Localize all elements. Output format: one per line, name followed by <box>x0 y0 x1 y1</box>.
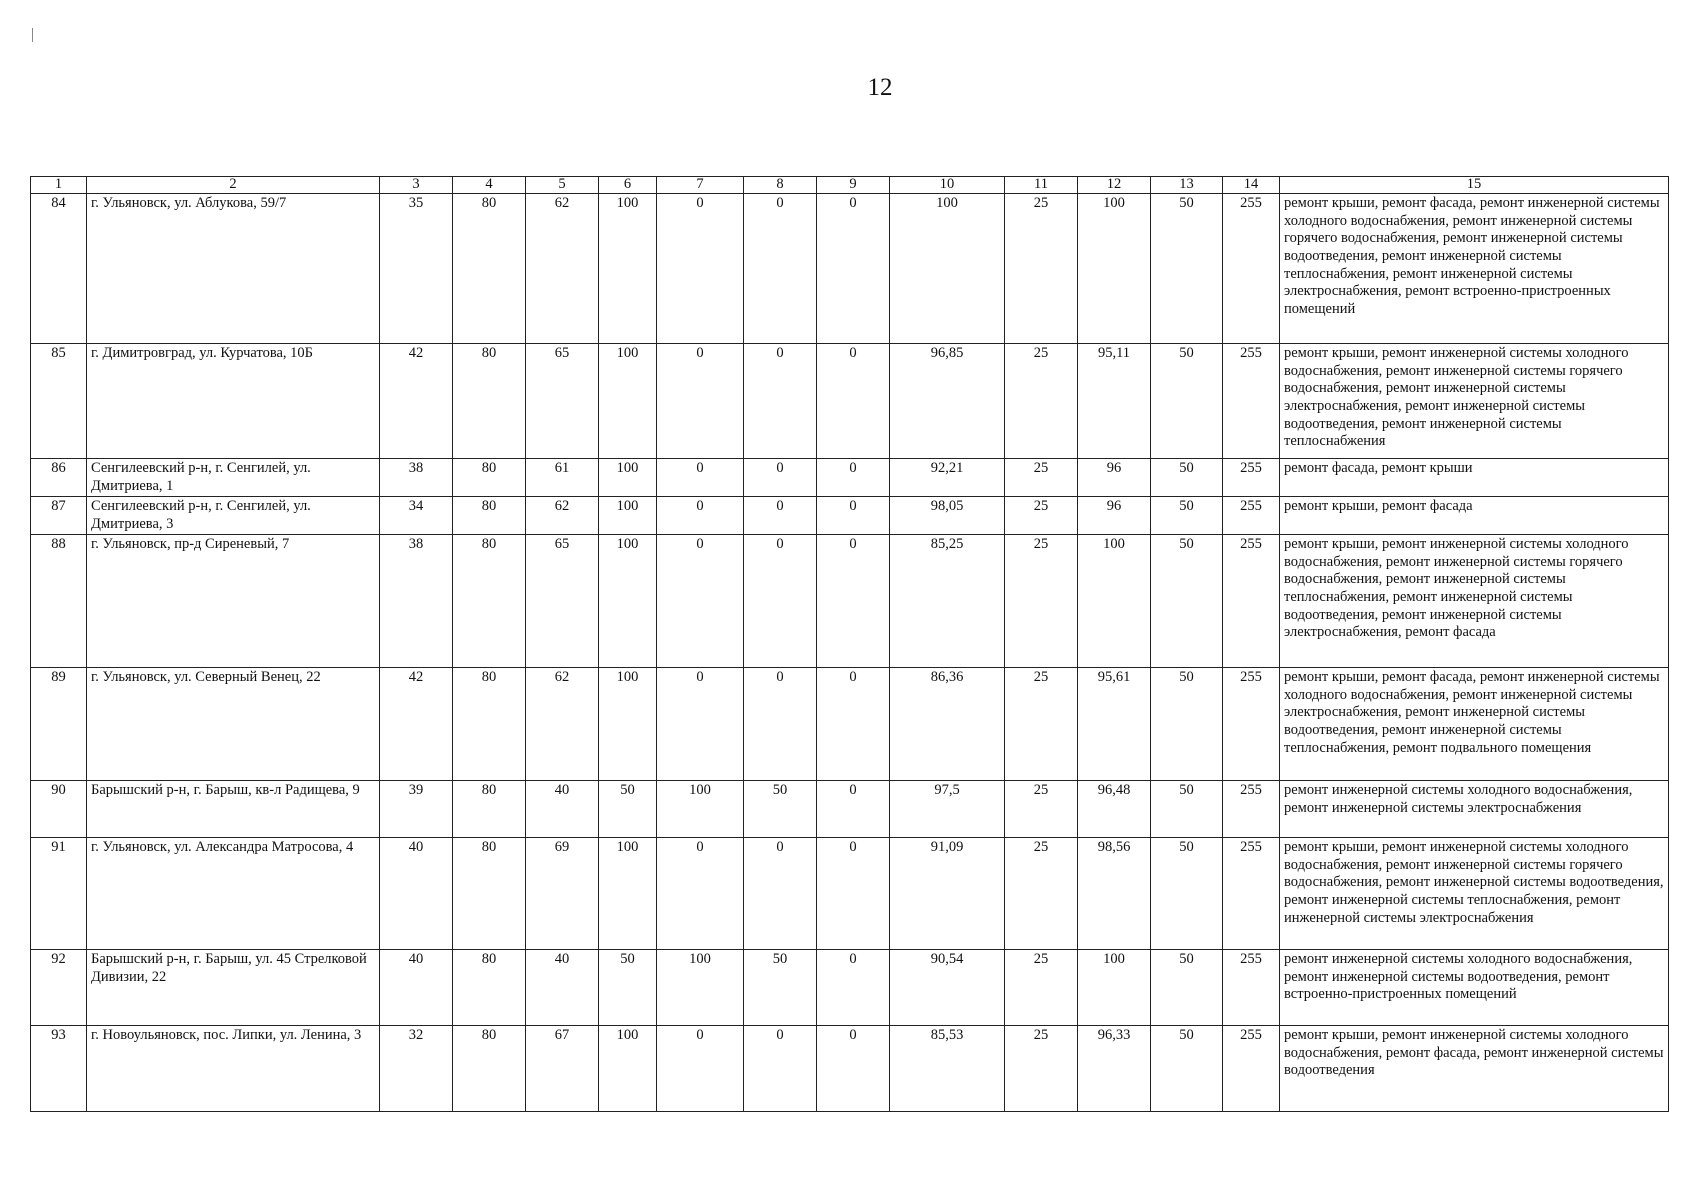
value-cell: 255 <box>1223 193 1280 343</box>
address-cell: г. Ульяновск, ул. Аблукова, 59/7 <box>87 193 380 343</box>
value-cell: 50 <box>1151 458 1223 496</box>
value-cell: 0 <box>817 534 890 667</box>
value-cell: 80 <box>453 458 526 496</box>
address-cell: г. Ульяновск, ул. Александра Матросова, 4 <box>87 837 380 949</box>
value-cell: 50 <box>599 780 657 837</box>
address-cell: Барышский р-н, г. Барыш, кв-л Радищева, 9 <box>87 780 380 837</box>
value-cell: 100 <box>599 458 657 496</box>
value-cell: 32 <box>380 1025 453 1111</box>
value-cell: 98,56 <box>1078 837 1151 949</box>
column-number-cell: 12 <box>1078 177 1151 194</box>
value-cell: 34 <box>380 496 453 534</box>
value-cell: 255 <box>1223 343 1280 458</box>
value-cell: 0 <box>744 193 817 343</box>
value-cell: 0 <box>744 667 817 780</box>
value-cell: 0 <box>744 1025 817 1111</box>
repair-works-cell: ремонт крыши, ремонт фасада, ремонт инженерной системы холодного водоснабжения, ремонт инженерной системы горячего водоснабжения, ремонт инженерной системы водоотведения, ремонт инженерной системы теплоснабжения, ремонт инженерной системы электроснабжения, ремонт встроенно-пристроенных помещений <box>1280 193 1669 343</box>
value-cell: 255 <box>1223 837 1280 949</box>
row-number-cell: 86 <box>31 458 87 496</box>
repair-works-cell: ремонт крыши, ремонт инженерной системы холодного водоснабжения, ремонт инженерной системы горячего водоснабжения, ремонт инженерной системы электроснабжения, ремонт инженерной системы водоотведения, ремонт инженерной системы теплоснабжения <box>1280 343 1669 458</box>
value-cell: 50 <box>1151 667 1223 780</box>
column-number-cell: 15 <box>1280 177 1669 194</box>
column-number-cell: 14 <box>1223 177 1280 194</box>
repair-works-cell: ремонт крыши, ремонт инженерной системы холодного водоснабжения, ремонт инженерной системы горячего водоснабжения, ремонт инженерной системы водоотведения, ремонт инженерной системы теплоснабжения, ремонт инженерной системы электроснабжения <box>1280 837 1669 949</box>
value-cell: 80 <box>453 837 526 949</box>
value-cell: 25 <box>1005 1025 1078 1111</box>
value-cell: 0 <box>744 496 817 534</box>
value-cell: 85,25 <box>890 534 1005 667</box>
value-cell: 80 <box>453 193 526 343</box>
value-cell: 25 <box>1005 343 1078 458</box>
value-cell: 100 <box>657 949 744 1025</box>
value-cell: 42 <box>380 667 453 780</box>
address-cell: г. Ульяновск, ул. Северный Венец, 22 <box>87 667 380 780</box>
value-cell: 25 <box>1005 780 1078 837</box>
table-row <box>31 780 1669 837</box>
value-cell: 95,11 <box>1078 343 1151 458</box>
value-cell: 255 <box>1223 458 1280 496</box>
value-cell: 42 <box>380 343 453 458</box>
value-cell: 80 <box>453 667 526 780</box>
value-cell: 40 <box>380 949 453 1025</box>
value-cell: 80 <box>453 1025 526 1111</box>
repair-works-cell: ремонт крыши, ремонт фасада, ремонт инженерной системы холодного водоснабжения, ремонт инженерной системы электроснабжения, ремонт инженерной системы водоотведения, ремонт инженерной системы теплоснабжения, ремонт подвального помещения <box>1280 667 1669 780</box>
value-cell: 0 <box>817 458 890 496</box>
value-cell: 0 <box>817 837 890 949</box>
value-cell: 80 <box>453 949 526 1025</box>
column-number-cell: 3 <box>380 177 453 194</box>
value-cell: 50 <box>744 949 817 1025</box>
value-cell: 100 <box>599 534 657 667</box>
value-cell: 0 <box>817 496 890 534</box>
value-cell: 50 <box>1151 534 1223 667</box>
row-number-cell: 85 <box>31 343 87 458</box>
value-cell: 100 <box>890 193 1005 343</box>
repair-works-cell: ремонт фасада, ремонт крыши <box>1280 458 1669 496</box>
value-cell: 25 <box>1005 534 1078 667</box>
repair-register-table <box>30 176 1669 1112</box>
value-cell: 38 <box>380 534 453 667</box>
value-cell: 65 <box>526 534 599 667</box>
value-cell: 100 <box>599 1025 657 1111</box>
value-cell: 98,05 <box>890 496 1005 534</box>
value-cell: 100 <box>1078 949 1151 1025</box>
value-cell: 25 <box>1005 458 1078 496</box>
value-cell: 0 <box>657 667 744 780</box>
value-cell: 50 <box>744 780 817 837</box>
repair-works-cell: ремонт инженерной системы холодного водоснабжения, ремонт инженерной системы водоотведения, ремонт встроенно-пристроенных помещений <box>1280 949 1669 1025</box>
value-cell: 35 <box>380 193 453 343</box>
column-number-cell: 4 <box>453 177 526 194</box>
value-cell: 95,61 <box>1078 667 1151 780</box>
value-cell: 0 <box>744 343 817 458</box>
value-cell: 69 <box>526 837 599 949</box>
value-cell: 0 <box>817 667 890 780</box>
value-cell: 0 <box>657 458 744 496</box>
column-number-cell: 7 <box>657 177 744 194</box>
value-cell: 50 <box>1151 193 1223 343</box>
value-cell: 0 <box>744 837 817 949</box>
table-row <box>31 193 1669 343</box>
table-row <box>31 458 1669 496</box>
value-cell: 90,54 <box>890 949 1005 1025</box>
value-cell: 96,85 <box>890 343 1005 458</box>
value-cell: 96,48 <box>1078 780 1151 837</box>
table-row <box>31 496 1669 534</box>
value-cell: 50 <box>1151 1025 1223 1111</box>
value-cell: 0 <box>657 534 744 667</box>
value-cell: 80 <box>453 780 526 837</box>
table-row <box>31 949 1669 1025</box>
row-number-cell: 92 <box>31 949 87 1025</box>
value-cell: 0 <box>657 193 744 343</box>
value-cell: 255 <box>1223 534 1280 667</box>
repair-works-cell: ремонт крыши, ремонт фасада <box>1280 496 1669 534</box>
value-cell: 38 <box>380 458 453 496</box>
value-cell: 40 <box>526 949 599 1025</box>
value-cell: 96,33 <box>1078 1025 1151 1111</box>
table-row <box>31 1025 1669 1111</box>
address-cell: Барышский р-н, г. Барыш, ул. 45 Стрелковой Дивизии, 22 <box>87 949 380 1025</box>
table-row <box>31 343 1669 458</box>
value-cell: 40 <box>380 837 453 949</box>
value-cell: 50 <box>1151 496 1223 534</box>
value-cell: 50 <box>1151 780 1223 837</box>
value-cell: 25 <box>1005 193 1078 343</box>
value-cell: 0 <box>817 1025 890 1111</box>
value-cell: 0 <box>817 780 890 837</box>
value-cell: 255 <box>1223 667 1280 780</box>
value-cell: 100 <box>1078 534 1151 667</box>
column-number-cell: 1 <box>31 177 87 194</box>
value-cell: 86,36 <box>890 667 1005 780</box>
row-number-cell: 84 <box>31 193 87 343</box>
row-number-cell: 91 <box>31 837 87 949</box>
address-cell: г. Димитровград, ул. Курчатова, 10Б <box>87 343 380 458</box>
value-cell: 50 <box>1151 837 1223 949</box>
scan-margin-mark <box>32 28 33 42</box>
value-cell: 0 <box>657 496 744 534</box>
row-number-cell: 87 <box>31 496 87 534</box>
row-number-cell: 93 <box>31 1025 87 1111</box>
value-cell: 0 <box>744 534 817 667</box>
address-cell: Сенгилеевский р-н, г. Сенгилей, ул. Дмитриева, 3 <box>87 496 380 534</box>
column-number-cell: 13 <box>1151 177 1223 194</box>
value-cell: 39 <box>380 780 453 837</box>
value-cell: 255 <box>1223 1025 1280 1111</box>
value-cell: 97,5 <box>890 780 1005 837</box>
value-cell: 80 <box>453 534 526 667</box>
table-row <box>31 837 1669 949</box>
value-cell: 67 <box>526 1025 599 1111</box>
row-number-cell: 89 <box>31 667 87 780</box>
table-row <box>31 534 1669 667</box>
value-cell: 50 <box>1151 343 1223 458</box>
value-cell: 25 <box>1005 667 1078 780</box>
address-cell: Сенгилеевский р-н, г. Сенгилей, ул. Дмитриева, 1 <box>87 458 380 496</box>
value-cell: 61 <box>526 458 599 496</box>
value-cell: 0 <box>744 458 817 496</box>
value-cell: 80 <box>453 496 526 534</box>
value-cell: 40 <box>526 780 599 837</box>
value-cell: 62 <box>526 496 599 534</box>
value-cell: 50 <box>599 949 657 1025</box>
address-cell: г. Новоульяновск, пос. Липки, ул. Ленина, 3 <box>87 1025 380 1111</box>
value-cell: 100 <box>599 496 657 534</box>
value-cell: 255 <box>1223 949 1280 1025</box>
value-cell: 80 <box>453 343 526 458</box>
value-cell: 0 <box>657 1025 744 1111</box>
column-number-row <box>31 177 1669 194</box>
value-cell: 25 <box>1005 837 1078 949</box>
value-cell: 100 <box>1078 193 1151 343</box>
column-number-cell: 10 <box>890 177 1005 194</box>
value-cell: 62 <box>526 667 599 780</box>
value-cell: 25 <box>1005 496 1078 534</box>
value-cell: 50 <box>1151 949 1223 1025</box>
repair-works-cell: ремонт инженерной системы холодного водоснабжения, ремонт инженерной системы электроснабжения <box>1280 780 1669 837</box>
column-number-cell: 9 <box>817 177 890 194</box>
column-number-cell: 5 <box>526 177 599 194</box>
value-cell: 0 <box>817 343 890 458</box>
page-number: 12 <box>867 74 893 101</box>
value-cell: 100 <box>599 667 657 780</box>
value-cell: 96 <box>1078 458 1151 496</box>
value-cell: 65 <box>526 343 599 458</box>
value-cell: 85,53 <box>890 1025 1005 1111</box>
column-number-cell: 2 <box>87 177 380 194</box>
value-cell: 91,09 <box>890 837 1005 949</box>
repair-works-cell: ремонт крыши, ремонт инженерной системы холодного водоснабжения, ремонт фасада, ремонт инженерной системы водоотведения <box>1280 1025 1669 1111</box>
value-cell: 0 <box>817 949 890 1025</box>
column-number-cell: 11 <box>1005 177 1078 194</box>
address-cell: г. Ульяновск, пр-д Сиреневый, 7 <box>87 534 380 667</box>
row-number-cell: 90 <box>31 780 87 837</box>
value-cell: 96 <box>1078 496 1151 534</box>
value-cell: 100 <box>599 193 657 343</box>
row-number-cell: 88 <box>31 534 87 667</box>
value-cell: 0 <box>817 193 890 343</box>
column-number-cell: 8 <box>744 177 817 194</box>
value-cell: 0 <box>657 343 744 458</box>
value-cell: 100 <box>599 837 657 949</box>
value-cell: 255 <box>1223 496 1280 534</box>
repair-works-cell: ремонт крыши, ремонт инженерной системы холодного водоснабжения, ремонт инженерной системы горячего водоснабжения, ремонт инженерной системы теплоснабжения, ремонт инженерной системы водоотведения, ремонт инженерной системы электроснабжения, ремонт фасада <box>1280 534 1669 667</box>
value-cell: 92,21 <box>890 458 1005 496</box>
value-cell: 100 <box>599 343 657 458</box>
value-cell: 62 <box>526 193 599 343</box>
value-cell: 25 <box>1005 949 1078 1025</box>
value-cell: 100 <box>657 780 744 837</box>
column-number-cell: 6 <box>599 177 657 194</box>
table-row <box>31 667 1669 780</box>
value-cell: 0 <box>657 837 744 949</box>
value-cell: 255 <box>1223 780 1280 837</box>
